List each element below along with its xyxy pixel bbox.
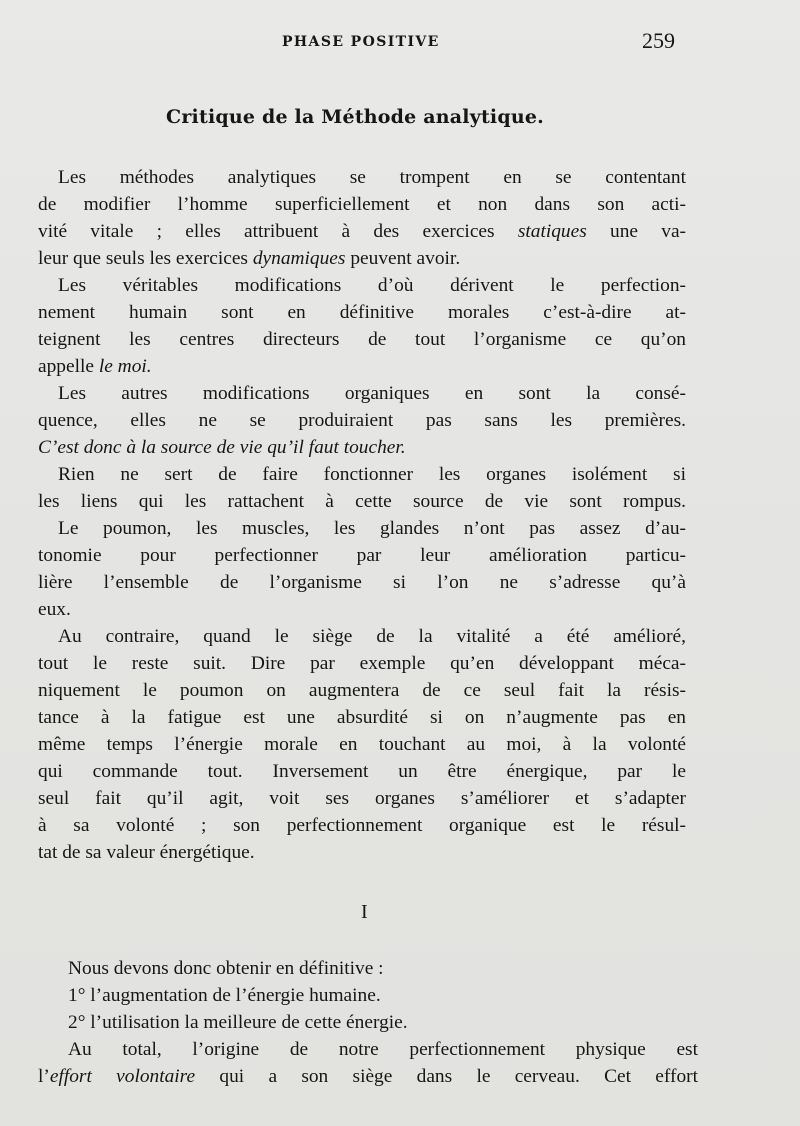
running-title: PHASE POSITIVE: [282, 34, 440, 50]
text-line: [38, 1063, 698, 1090]
text-line: eux.: [38, 599, 71, 620]
text-run: qui a son siège dans le cerveau. Cet effort: [195, 1066, 698, 1087]
body-text: [38, 164, 686, 866]
text-run: une va-: [586, 221, 687, 242]
text-line: [38, 218, 686, 245]
text-run: leur que seuls les exercices: [38, 248, 253, 269]
text-line: niquement le poumon on augmentera de ce seul fait la résis-: [38, 680, 686, 701]
text-line: Les méthodes analytiques se trompent en se contentant: [58, 167, 686, 188]
text-run: appelle: [38, 356, 99, 377]
text-line: seul fait qu’il agit, voit ses organes s’améliorer et s’adapter: [38, 788, 686, 809]
list-item: 1° l’augmentation de l’énergie humaine.: [68, 985, 381, 1006]
text-run: l’: [38, 1066, 50, 1087]
text-line: quence, elles ne se produiraient pas sans les premières.: [38, 410, 686, 431]
text-line: Nous devons donc obtenir en définitive :: [68, 958, 384, 979]
emphasis-text: effort volontaire: [49, 1066, 196, 1087]
text-line: teignent les centres directeurs de tout l’organisme ce qu’on: [38, 329, 686, 350]
text-line: de modifier l’homme superficiellement et non dans son acti-: [38, 194, 686, 215]
text-line: [38, 245, 686, 272]
emphasis-text: statiques: [517, 221, 587, 242]
text-line: tat de sa valeur énergétique.: [38, 842, 255, 863]
emphasis-text: C’est donc à la source de vie qu’il faut toucher.: [38, 437, 406, 458]
text-line: Au total, l’origine de notre perfectionnement physique est: [68, 1039, 698, 1060]
text-line: tance à la fatigue est une absurdité si on n’augmente pas en: [38, 707, 686, 728]
running-head: [0, 30, 800, 54]
section-title: Critique de la Méthode analytique.: [166, 106, 544, 128]
text-line: les liens qui les rattachent à cette source de vie sont rompus.: [38, 491, 686, 512]
emphasis-text: le moi.: [98, 356, 152, 377]
text-line: qui commande tout. Inversement un être énergique, par le: [38, 761, 686, 782]
section-numeral: I: [361, 901, 368, 923]
text-line: à sa volonté ; son perfectionnement organique est le résul-: [38, 815, 686, 836]
tail-text: [38, 955, 698, 1090]
text-line: Les autres modifications organiques en sont la consé-: [58, 383, 686, 404]
list-item: 2° l’utilisation la meilleure de cette énergie.: [68, 1012, 408, 1033]
text-line: Le poumon, les muscles, les glandes n’ont pas assez d’au-: [58, 518, 686, 539]
text-run: peuvent avoir.: [345, 248, 461, 269]
text-line: Rien ne sert de faire fonctionner les organes isolément si: [58, 464, 686, 485]
text-line: tonomie pour perfectionner par leur amélioration particu-: [38, 545, 686, 566]
page-number: 259: [642, 28, 675, 53]
text-line: [38, 353, 686, 380]
text-line: Les véritables modifications d’où dérivent le perfection-: [58, 275, 686, 296]
text-line: Au contraire, quand le siège de la vitalité a été amélioré,: [58, 626, 686, 647]
text-run: vité vitale ; elles attribuent à des exercices: [38, 221, 518, 242]
emphasis-text: dynamiques: [252, 248, 346, 269]
text-line: nement humain sont en définitive morales c’est-à-dire at-: [38, 302, 686, 323]
text-line: lière l’ensemble de l’organisme si l’on ne s’adresse qu’à: [38, 572, 686, 593]
text-line: même temps l’énergie morale en touchant au moi, à la volonté: [38, 734, 686, 755]
text-line: tout le reste suit. Dire par exemple qu’en développant méca-: [38, 653, 686, 674]
